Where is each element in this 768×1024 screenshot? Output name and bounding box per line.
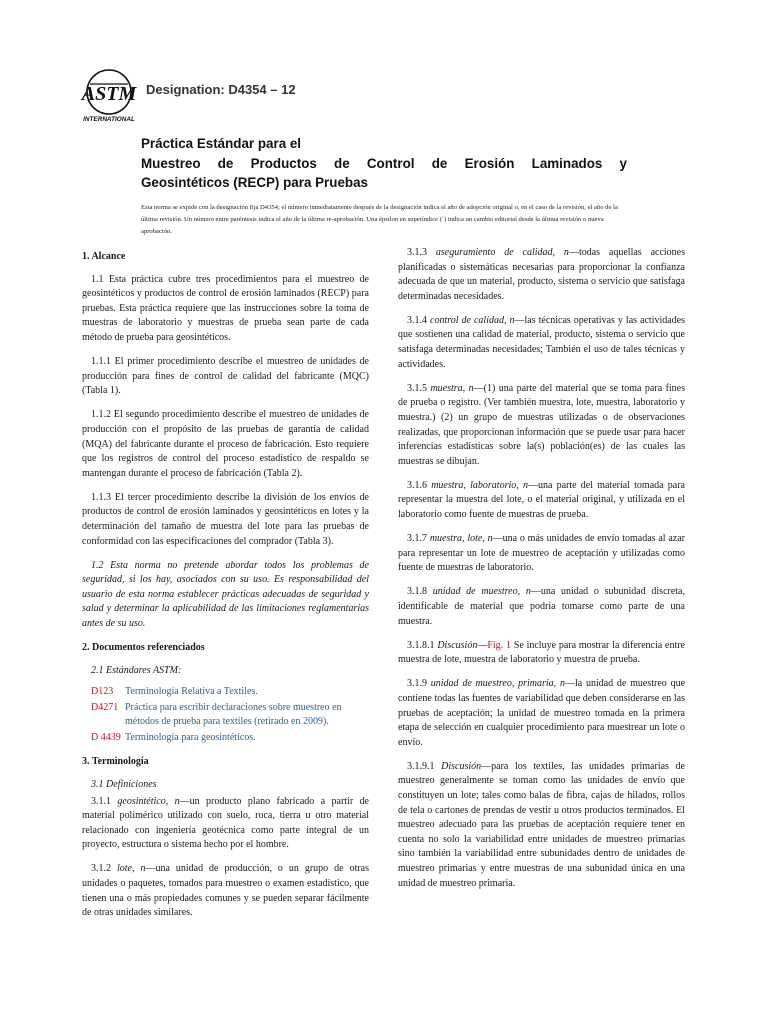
figure-link[interactable]: Fig. 1 bbox=[487, 639, 511, 651]
para-3-1-5: 3.1.5 muestra, n—(1) una parte del material que se toma para fines de prueba o registro. (Ver también muestra, lote, muestra, laboratorio y muestra.) (2) un grupo de muestras utilizadas o de observaciones realizadas, que proporcionan información que se puede usar para hacer inferencias estadísticas sobre la(s) población(es) de las cuales las muestras se dibujan. bbox=[398, 382, 686, 467]
para-3-1-3: 3.1.3 aseguramiento de calidad, n—todas aquellas acciones planificadas o sistemáticas necesarias para proporcionar la confianza adecuada de que un material, producto, sistema o servicio que satisfaga determinadas necesidades. bbox=[398, 247, 686, 302]
definition: —para los textiles, las unidades primarias de muestreo generalmente se toman como las unidades de envío que constituyen un lote; tales como balas de fibra, cajas de hilados, rollos de tela o cartones de prendas de vestir u otros productos terminados. El muestreo adecuado para las pruebas de aceptación requiere tener en cuenta no solo la variabilidad entre unidades de muestreo primarias sino también la variabilidad entre subunidades dentro de unidades de muestreo primarias y entre muestras de una subunidad única en una unidad de muestreo primaria. bbox=[398, 760, 685, 889]
section-2-heading: 2. Documentos referenciados bbox=[82, 642, 205, 654]
title-line-3: Geosintéticos (RECP) para Pruebas bbox=[141, 175, 368, 190]
para-1-1: 1.1 Esta práctica cubre tres procedimientos para el muestreo de geosintéticos y productos de control de erosión laminados (RECP) para pruebas. Esta práctica requiere que las instrucciones sobre la toma de muestras de laboratorio y muestras de prueba sean parte de cada método de prueba para geosintéticos. bbox=[82, 273, 369, 343]
para-3-1-9: 3.1.9 unidad de muestreo, primaria, n—la unidad de muestreo que contiene todas las fuentes de variabilidad que deben considerarse en las pruebas de aceptación; la unidad de muestreo tomada en la primera etapa de selección en cualquier procedimiento para muestrear un lote o envío. bbox=[398, 678, 686, 748]
reference-code[interactable]: D 4439 bbox=[91, 732, 121, 744]
para-1-2: 1.2 Esta norma no pretende abordar todos los problemas de seguridad, si los hay, asociados con su uso. Es responsabilidad del usuario de esta norma establecer prácticas adecuadas de seguridad y salud y determinar la aplicabilidad de las limitaciones reglamentarias antes de su uso. bbox=[82, 559, 369, 630]
svg-text:ASTM: ASTM bbox=[81, 83, 137, 105]
section-3-heading: 3. Terminología bbox=[82, 756, 149, 768]
term: geosintético, n bbox=[117, 795, 180, 807]
term: Discusión bbox=[441, 760, 482, 772]
section-1-heading: 1. Alcance bbox=[82, 251, 126, 262]
svg-text:INTERNATIONAL: INTERNATIONAL bbox=[83, 116, 135, 123]
reference-item[interactable] bbox=[91, 685, 369, 699]
definition: —la unidad de muestreo que contiene todas las fuentes de variabilidad que deben considerarse en las pruebas de aceptación; la unidad de muestreo tomada en la primera etapa de selección en cualquier procedimiento para muestrear un lote o envío. bbox=[398, 678, 686, 748]
term: muestra, n bbox=[430, 382, 474, 394]
definition: Se incluye para mostrar la diferencia entre muestra de lote, muestra de laboratorio y muestra de prueba. bbox=[398, 639, 685, 666]
reference-title[interactable]: Terminología para geosintéticos. bbox=[125, 732, 256, 744]
document-title bbox=[141, 134, 627, 193]
title-line-1: Práctica Estándar para el bbox=[141, 136, 302, 151]
reference-list bbox=[91, 685, 369, 745]
para-3-1-4: 3.1.4 control de calidad, n—las técnicas operativas y las actividades que sostienen una calidad de material, producto, sistema o servicio que satisfaga determinadas necesidades; También el uso de tales técnicas y actividades. bbox=[398, 314, 686, 370]
definition: —todas aquellas acciones planificadas o sistemáticas necesarias para proporcionar la confianza adecuada de que un material, producto, sistema o servicio que satisfaga determinadas necesidades. bbox=[398, 247, 686, 302]
term: aseguramiento de calidad, n bbox=[435, 247, 569, 258]
definition: —una parte del material tomada para representar la muestra del lote, o el material original, y utilizada en el laboratorio como fuente de muestras de prueba. bbox=[398, 479, 685, 520]
term: muestra, lote, n bbox=[429, 533, 493, 545]
para-3-1-9-1: 3.1.9.1 Discusión—para los textiles, las unidades primarias de muestreo generalmente se toman como las unidades de envío que constituyen un lote; tales como balas de fibra, cajas de hilados, rollos de tela o cartones de prendas de vestir u otros productos terminados. El muestreo adecuado para las pruebas de aceptación requiere tener en cuenta no solo la variabilidad entre unidades de muestreo primarias sino también la variabilidad entre subunidades dentro de unidades de muestreo primarias y entre muestras de una subunidad única en una unidad de muestreo primaria. bbox=[398, 760, 685, 889]
designation-footnote: Esta norma se expide con la designación fija D4354; el número inmediatamente después de la designación indica el año de adopción original o, en el caso de la revisión, el año de la última revisión. Un número entre paréntesis indica el año de la última re-aprobación. Una épsilon en superíndice (´) indica un cambio editorial desde la última revisión o nueva aprobación. bbox=[141, 204, 618, 235]
para-3-1-2: 3.1.2 lote, n—una unidad de producción, o un grupo de otras unidades o paquetes, tomados para muestreo o examen estadístico, que tienen una o más propiedades comunes y se pueden separar fácilmente de otras unidades similares. bbox=[82, 863, 370, 919]
term: muestra, laboratorio, n bbox=[431, 479, 528, 491]
definition: —las técnicas operativas y las actividades que sostienen una calidad de material, producto, sistema o servicio que satisfaga determinadas necesidades; También el uso de tales técnicas y actividades. bbox=[398, 314, 686, 370]
reference-title[interactable]: Práctica para escribir declaraciones sobre muestreo en métodos de prueba para textiles (retirado en 2009). bbox=[125, 702, 342, 728]
term: unidad de muestreo, n bbox=[432, 586, 531, 598]
term: lote, n bbox=[116, 863, 146, 875]
para-3-1: 3.1 Definiciones bbox=[91, 778, 157, 790]
para-1-1-2: 1.1.2 El segundo procedimiento describe el muestreo de unidades de producción con el propósito de las pruebas de garantía de calidad (MQA) del fabricante durante el proceso de fabricación. Esto requiere que los registros de control del proceso estadístico de respaldo se mantengan durante el proceso de fabricación (Tabla 2). bbox=[82, 409, 369, 479]
definition: —una o más unidades de envío tomadas al azar para representar un lote de muestreo de aceptación y utilizadas como fuente de muestras de laboratorio. bbox=[398, 533, 686, 574]
designation: Designation: D4354 – 12 bbox=[146, 82, 296, 97]
para-3-1-8: 3.1.8 unidad de muestreo, n—una unidad o subunidad discreta, identificable de material que podría tomarse como parte de una muestra. bbox=[398, 586, 685, 627]
para-1-1-3: 1.1.3 El tercer procedimiento describe la división de los envíos de productos de control de erosión laminados y geosintéticos en lotes y la determinación del tamaño de muestra del lote para las pruebas de conformidad con las especificaciones del comprador (Tabla 3). bbox=[82, 491, 369, 547]
right-column bbox=[398, 246, 685, 901]
reference-code[interactable]: D123 bbox=[91, 686, 114, 698]
definition: —un producto plano fabricado a partir de material polimérico utilizado con suelo, roca, tierra u otro material relacionado con ingeniería geotécnica como parte integral de un proyecto, estructura o sistema hecho por el hombre. bbox=[82, 795, 369, 851]
para-3-1-1: 3.1.1 geosintético, n—un producto plano fabricado a partir de material polimérico utilizado con suelo, roca, tierra u otro material relacionado con ingeniería geotécnica como parte integral de un proyecto, estructura o sistema hecho por el hombre. bbox=[82, 795, 369, 851]
definition: —(1) una parte del material que se toma para fines de prueba o registro. (Ver también muestra, lote, muestra, laboratorio y muestra.) (2) un grupo de muestras utilizadas o de observaciones realizadas, que proporcionan información que se puede usar para hacer inferencias estadísticas sobre la(s) población(es) de las cuales las muestras se dibujan. bbox=[398, 382, 686, 467]
reference-item[interactable] bbox=[91, 701, 369, 729]
title-line-2: Muestreo de Productos de Control de Erosión Laminados y bbox=[141, 155, 627, 171]
term: Discusión bbox=[437, 639, 478, 651]
para-3-1-6: 3.1.6 muestra, laboratorio, n—una parte del material tomada para representar la muestra del lote, o el material original, y utilizada en el laboratorio como fuente de muestras de prueba. bbox=[398, 479, 685, 520]
reference-item[interactable] bbox=[91, 731, 369, 745]
para-3-1-8-1: 3.1.8.1 Discusión—Fig. 1 Se incluye para mostrar la diferencia entre muestra de lote, muestra de laboratorio y muestra de prueba. bbox=[398, 639, 685, 666]
term: unidad de muestreo, primaria, n bbox=[430, 678, 565, 690]
para-2-1: 2.1 Estándares ASTM: bbox=[91, 664, 182, 676]
term: control de calidad, n bbox=[430, 314, 515, 326]
definition: —una unidad o subunidad discreta, identificable de material que podría tomarse como parte de una muestra. bbox=[398, 586, 685, 627]
definition: —una unidad de producción, o un grupo de otras unidades o paquetes, tomados para muestreo o examen estadístico, que tienen una o más propiedades comunes y se pueden separar fácilmente de otras unidades similares. bbox=[82, 863, 370, 919]
para-3-1-7: 3.1.7 muestra, lote, n—una o más unidades de envío tomadas al azar para representar un lote de muestreo de aceptación y utilizadas como fuente de muestras de laboratorio. bbox=[398, 533, 686, 574]
astm-logo bbox=[80, 66, 140, 124]
left-column bbox=[82, 248, 369, 930]
reference-code[interactable]: D4271 bbox=[91, 702, 119, 714]
reference-title[interactable]: Terminología Relativa a Textiles. bbox=[125, 686, 258, 698]
para-1-1-1: 1.1.1 El primer procedimiento describe el muestreo de unidades de producción para fines de control de calidad del fabricante (MQC) (Tabla 1). bbox=[82, 356, 369, 397]
